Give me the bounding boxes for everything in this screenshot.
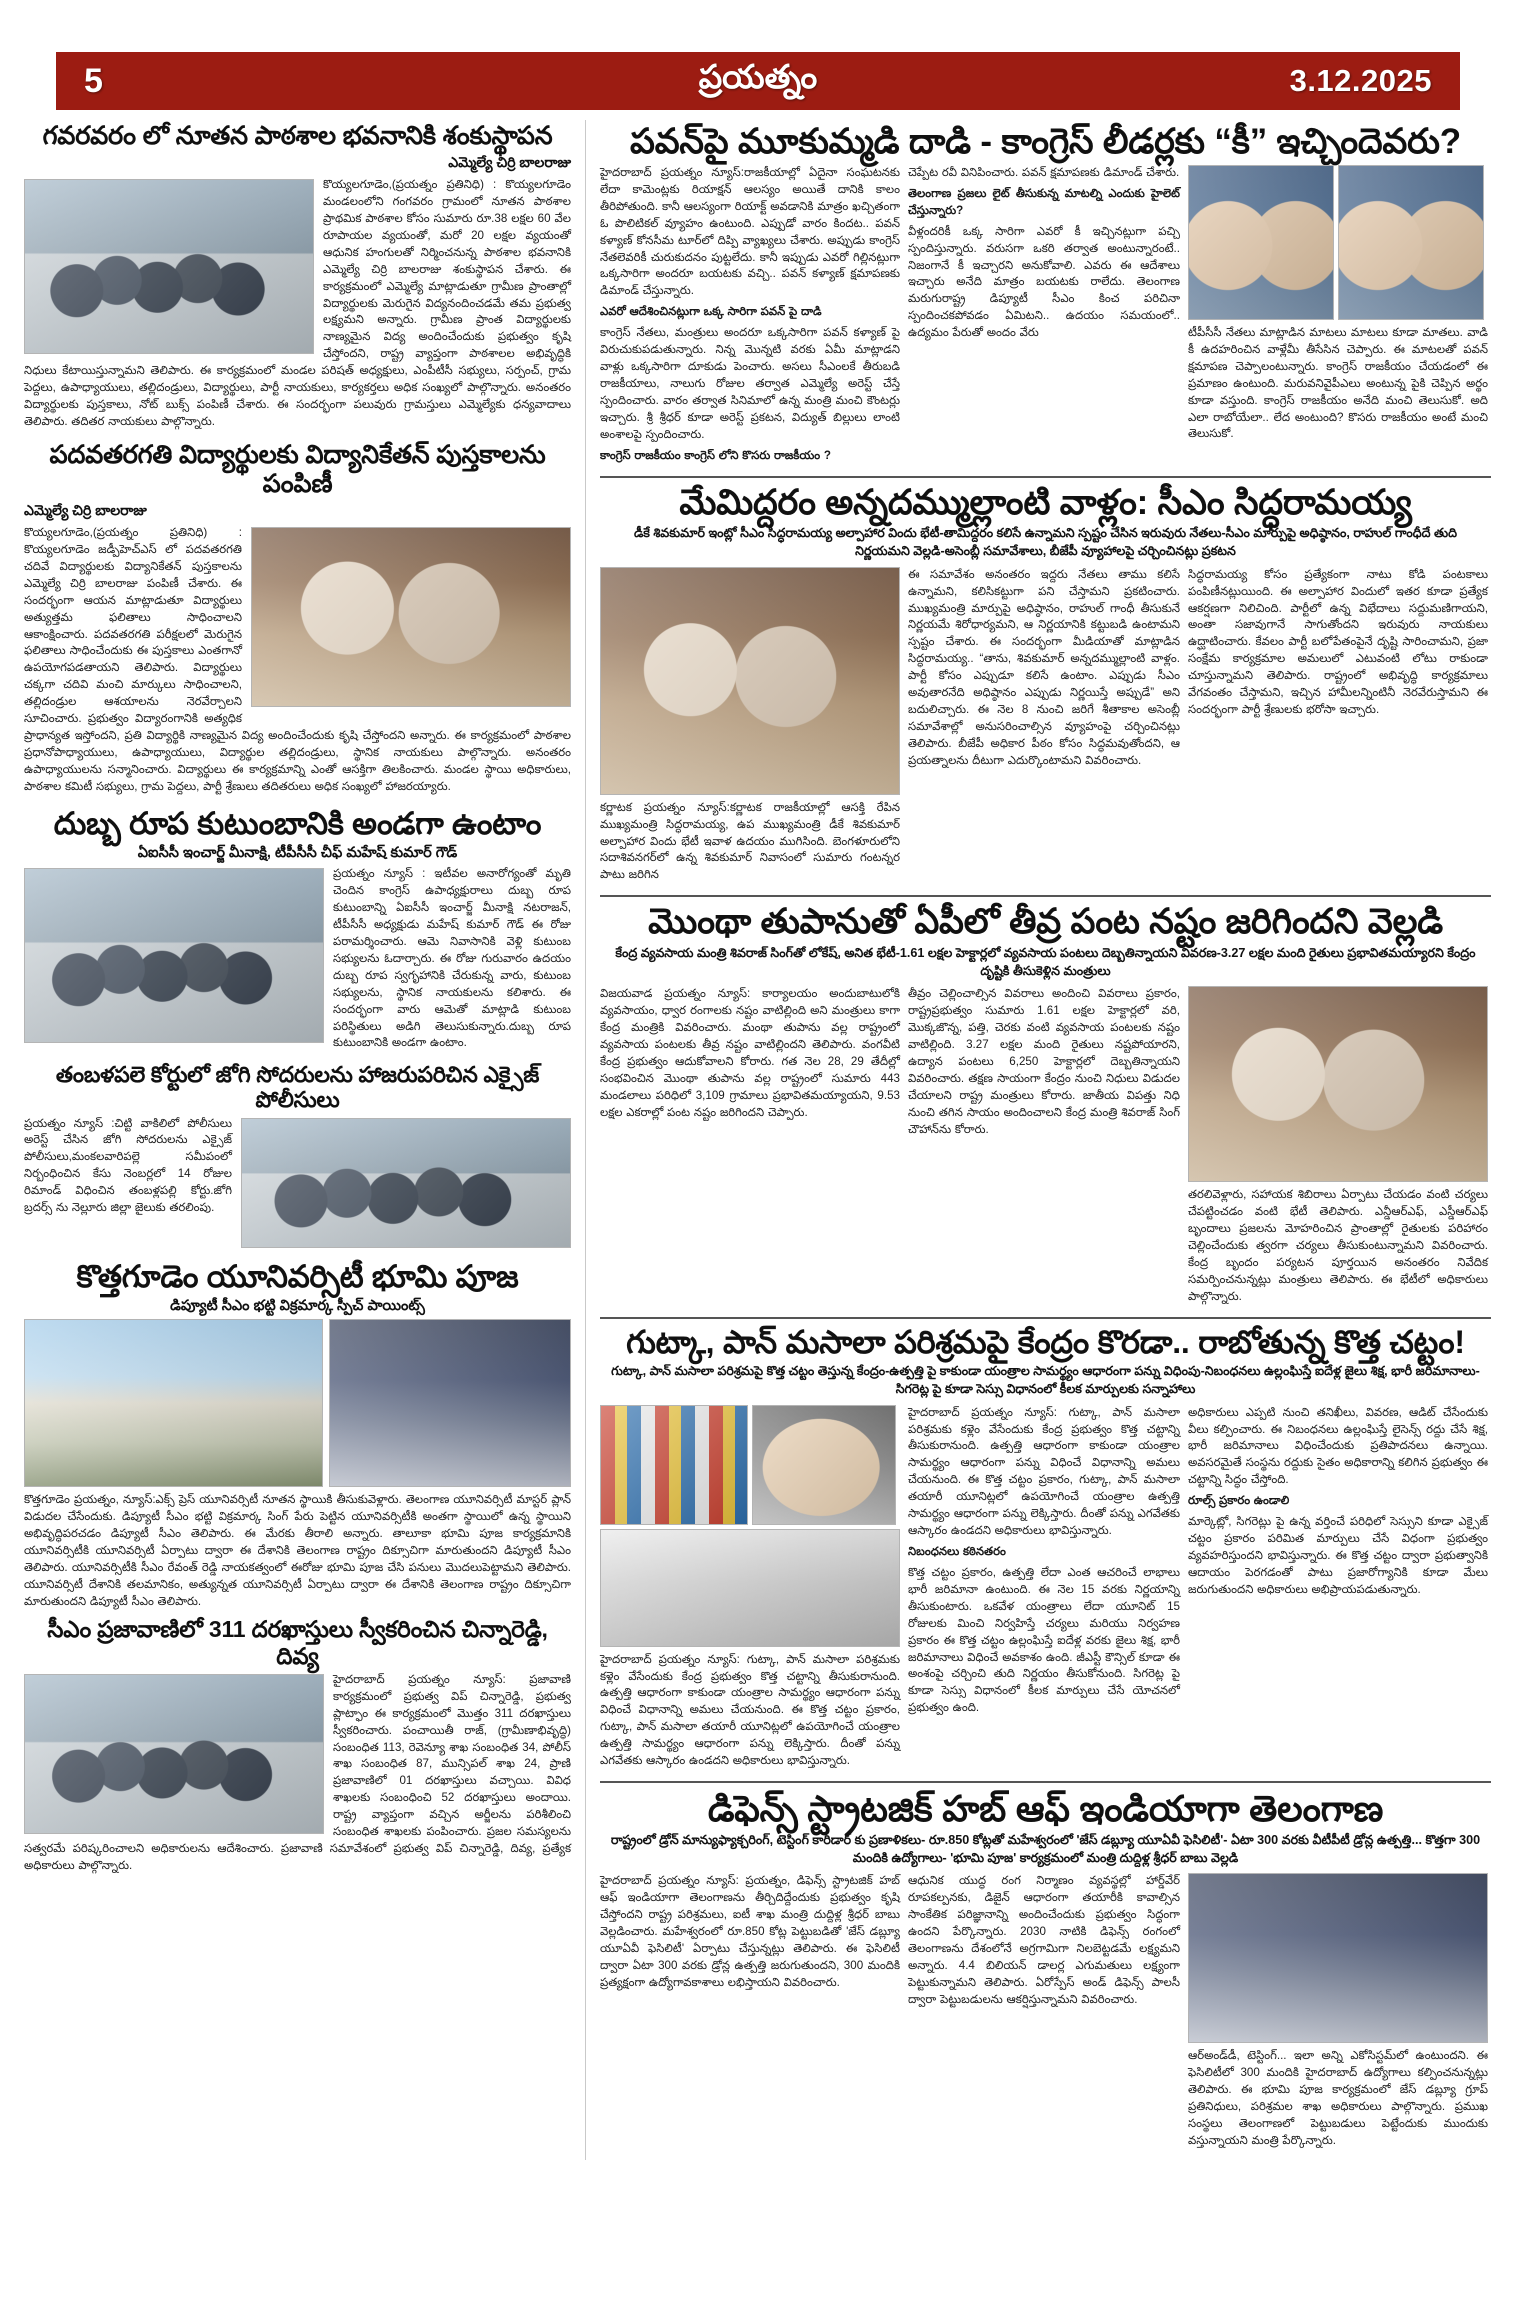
photo-book-distribution-ceremony xyxy=(251,527,571,707)
body-paragraph: హైదరాబాద్ ప్రయత్నం న్యూస్: ప్రజావాణి కార్యక్రమంలో ప్రభుత్వ విప్ చిన్నారెడ్డి, ప్రభుత్వ ప్లాట్ఫాం ఈ కార్యక్రమంలో మొత్తం 311 దరఖాస్తులు స్వీకరించారు. పంచాయితీ రాజ్, (గ్రామీణాభివృద్ధి) సంబంధిత 113, రెవెన్యూ శాఖ సంబంధిత 34, పోలీస్ శాఖ సంబంధిత 87, మున్సిపల్ శాఖ 24, ప్రాణి ప్రజావాణిలో 01 దరఖాస్తులు వచ్చాయి. వివిధ శాఖలకు సంబంధించి 52 దరఖాస్తులు అందాయి. రాష్ట్ర వ్యాప్తంగా వచ్చిన అర్జీలను పరిశీలించి సంబంధిత శాఖలకు పంపించారు. ప్రజల సమస్యలను సత్వరమే పరిష్కరించాలని అధికారులను ఆదేశించారు. ప్రజావాణి సమావేశంలో ప్రభుత్వ విప్ చిన్నారెడ్డి, దివ్య, ప్రత్యేక అధికారులు పాల్గొన్నారు. xyxy=(24,1672,571,1872)
article-pawan-attack xyxy=(600,122,1491,469)
body-paragraph: ఆర్‌అండ్‌డీ, టెస్టింగ్... ఇలా అన్ని ఎకోసిస్టమ్‌లో ఉంటుందని. ఈ ఫెసిలిటీలో 300 మందికి హైదరాబాద్ ఉద్యోగాలు కల్పించనున్నట్లు తెలిపారు. ఈ భూమి పూజ కార్యక్రమంలో జేస్ డబ్ల్యూ గ్రూప్ ప్రతినిధులు, పరిశ్రమల శాఖ అధికారులు పాల్గొన్నారు. ప్రముఖ సంస్థలు తెలంగాణలో పెట్టుబడులు పెట్టేందుకు ముందుకు వస్తున్నాయని మంత్రి పేర్కొన్నారు. xyxy=(1188,2049,1488,2147)
article-layout xyxy=(600,1405,1491,1774)
article-col-2 xyxy=(908,567,1180,889)
body-paragraph: కర్ణాటక ప్రయత్నం న్యూస్:కర్ణాటక రాజకీయాల్లో ఆసక్తి రేపిన ముఖ్యమంత్రి సిద్ధరామయ్య, ఉప ముఖ్యమంత్రి డీకే శివకుమార్ అల్పాహార విందు భేటీ ఇవాళ ఉదయం ముగిసింది. బెంగళూరులోని సదాశివనగర్‌లో ఉన్న శివకుమార్ నివాసంలో సుమారు గంటన్నర పాటు జరిగిన xyxy=(600,800,900,882)
section-divider xyxy=(600,476,1491,478)
body-paragraph: కొత్త చట్టం ప్రకారం, ఉత్పత్తి లేదా ఎంత ఆచరించే లాభాలు భారీ జరిమానా ఉంటుంది. ఈ నెల 15 వరకు నిర్ణయాన్ని తీసుకుంటారు. ఒకవేళ యంత్రాలు లేదా యూనిట్ 15 రోజులకు మించి నిర్వహిస్తే చర్యలు మరియు నిర్వహణ ప్రకారం ఈ కొత్త చట్టం ఉల్లంఘిస్తే ఐదేళ్ల వరకు జైలు శిక్ష, భారీ జరిమానాలు విధించే అవకాశం ఉంది. జీఎస్టీ కౌన్సిల్ కూడా ఈ అంశంపై చర్చించి తుది నిర్ణయం తీసుకోనుంది. సిగరెట్ల పై కూడా సెస్సు విధానంలో కీలక మార్పులు చేసే యోచనలో ప్రభుత్వం ఉంది. xyxy=(908,1565,1180,1715)
article-layout xyxy=(600,567,1491,889)
article-siddaramaiah-brothers xyxy=(600,483,1491,889)
headline: సీఎం ప్రజావాణిలో 311 దరఖాస్తులు స్వీకరించిన చిన్నారెడ్డి, దివ్య xyxy=(47,1616,548,1669)
body-paragraph: విజయవాడ ప్రయత్నం న్యూస్: కార్యాలయం అందుబాటులోకి వ్యవసాయం, ధ్వార రంగాలకు నష్టం వాటిల్లింది అని మంత్రులు కాగా కేంద్ర మంత్రికి వివరించారు. మంథా తుపాను వల్ల రాష్ట్రంలో వ్యవసాయ పంటలకు తీవ్ర నష్టం వాటిల్లిందని తెలిపారు. వంగవీటి కేంద్ర ప్రభుత్వం ఆదుకోవాలని కోరారు. గత నెల 28, 29 తేదీల్లో సంభవించిన మొంథా తుపాను వల్ల రాష్ట్రంలో సుమారు 443 మండలాలు పరిధిలో 3,109 గ్రామాలు ప్రభావితమయ్యాయని, 9.53 లక్షల ఎకరాల్లో పంట నష్టం జరిగిందని చెప్పారు. xyxy=(600,987,900,1119)
body-paragraph: ఆధునిక యుద్ధ రంగ నిర్మాణం వ్యవస్థల్లో హార్డ్‌వేర్ రూపకల్పనకు, డిజైన్ ఆధారంగా తయారీకి కావాల్సిన సాంకేతిక పరిజ్ఞానాన్ని అందించేందుకు ప్రభుత్వం సిద్ధంగా ఉందని పేర్కొన్నారు. 2030 నాటికి డిఫెన్స్ రంగంలో తెలంగాణను దేశంలోనే అగ్రగామిగా నిలబెట్టడమే లక్ష్యమని అన్నారు. 4.4 బిలియన్ డాలర్ల ఎగుమతులు లక్ష్యంగా పెట్టుకున్నామని తెలిపారు. ఏరోస్పేస్ అండ్ డిఫెన్స్ పాలసీ ద్వారా పెట్టుబడులను ఆకర్షిస్తున్నామని వివరించారు. xyxy=(908,1874,1180,2006)
article-col-3 xyxy=(1188,1873,1488,2154)
headline: మేమిద్దరం అన్నదమ్ముల్లాంటి వాళ్లం: సీఎం సిద్ధరామయ్య xyxy=(679,482,1412,522)
body-paragraph: కొయ్యలగూడెం,(ప్రయత్నం ప్రతినిధి) : కొయ్యలగూడెం మండలంలోని గంగవరం గ్రామంలో నూతన పాఠశాల ప్రాథమిక పాఠశాల కోసం సుమారు రూ.38 లక్షల 60 వేల రూపాయల వ్యయంతో, మరో 20 లక్షల వ్యయంతో ఆధునిక హంగులతో నిర్మించనున్న పాఠశాల భవనానికి ఎమ్మెల్యే చిర్రి బాలరాజు శంకుస్థాపన చేశారు. ఈ కార్యక్రమంలో ఎమ్మెల్యే మాట్లాడుతూ గ్రామీణ ప్రాంతాల్లో విద్యార్థులకు మెరుగైన విద్యనందించడమే తమ ప్రభుత్వ లక్ష్యమని అన్నారు. గ్రామీణ ప్రాంత విద్యార్థులకు నాణ్యమైన విద్య అందించేందుకు ప్రభుత్వం కృషి చేస్తోందని, రాష్ట్ర వ్యాప్తంగా పాఠశాలల అభివృద్ధికి నిధులు కేటాయిస్తున్నామని తెలిపారు. ఈ కార్యక్రమంలో మండల పరిషత్ అధ్యక్షులు, ఎంపీటీసీ సభ్యులు, సర్పంచ్, గ్రామ పెద్దలు, ఉపాధ్యాయులు, తల్లిదండ్రులు, విద్యార్థులు, పార్టీ నాయకులు, కార్యకర్తలు అధిక సంఖ్యలో పాల్గొన్నారు. అనంతరం విద్యార్థులకు పుస్తకాలు, నోట్ బుక్స్ పంపిణీ చేశారు. ఈ సందర్భంగా పలువురు గ్రామస్తులు ఎమ్మెల్యేకు ధన్యవాదాలు తెలిపారు. తదితర నాయకులు పాల్గొన్నారు. xyxy=(24,178,571,428)
article-col-2 xyxy=(908,986,1180,1309)
headline: తంబళపలె కోర్టులో జోగి సోదరులను హాజరుపరిచిన ఎక్సైజ్ పోలీసులు xyxy=(55,1062,540,1113)
article-kothagudem-university xyxy=(24,1259,571,1611)
body-paragraph: ప్రయత్నం న్యూస్ : ఇటీవల అనారోగ్యంతో మృతి చెందిన కాంగ్రెస్ ఉపాధ్యక్షురాలు దుబ్బ రూప కుటుంబాన్ని ఏఐసీసీ ఇంచార్జ్ మీనాక్షి నటరాజన్, టీపీసీసీ అధ్యక్షుడు మహేష్ కుమార్ గౌడ్ ఈ రోజు పరామర్శించారు. ఆమె నివాసానికి వెళ్లి కుటుంబ సభ్యులను ఓదార్చారు. ఈ రోజు గురువారం ఉదయం దుబ్బ రూప స్వగృహానికి చేరుకున్న వారు, కుటుంబ సభ్యులను, స్థానిక నాయకులను కలిశారు. ఈ సందర్భంగా వారు ఆమెతో మాట్లాడి కుటుంబ పరిస్థితులు అడిగి తెలుసుకున్నారు.దుబ్బ రూప కుటుంబానికి అండగా ఉంటాం. xyxy=(333,867,571,1050)
article-montha-cyclone xyxy=(600,902,1491,1310)
article-photo xyxy=(24,179,314,354)
headline: మొంథా తుపానుతో ఏపీలో తీవ్ర పంట నష్టం జరిగిందని వెల్లడి xyxy=(648,902,1443,942)
article-photo xyxy=(24,868,324,1043)
body-paragraph: అధికారులు ఎప్పటి నుంచి తనిఖీలు, వివరణ, ఆడిట్ చేసేందుకు వీలు కల్పించారు. ఈ నిబంధనలు ఉల్లంఘిస్తే లైసెన్స్ రద్దు చేసే శిక్ష, భారీ జరిమానాలు విధించేందుకు ప్రతిపాదనలు ఉన్నాయి. అవసరమైతే సంస్థను రద్దుకు సైతం అధికారాన్ని కలిగిన ప్రభుత్వం ఈ చట్టాన్ని సిద్ధం చేస్తోంది. xyxy=(1188,1405,1488,1487)
section-divider xyxy=(600,895,1491,897)
body-paragraph: తీవ్రం చెల్లించాల్సిన వివరాలు అందించి వివరాలు ప్రకారం, రాష్ట్రప్రభుత్వం సుమారు 1.61 లక్షల హెక్టార్లలో వరి, మొక్కజొన్న, పత్తి, చెరకు వంటి వ్యవసాయ పంటలకు నష్టం వాటిల్లింది. 3.27 లక్షల మంది రైతులు నష్టపోయారని, ఉద్యాన పంటలు 6,250 హెక్టార్లలో దెబ్బతిన్నాయని వివరించారు. తక్షణ సాయంగా కేంద్రం నుంచి నిధులు విడుదల చేయాలని రాష్ట్ర మంత్రులు కోరారు. జాతీయ విపత్తు నిధి నుంచి తగిన సాయం అందించాలని కేంద్ర మంత్రి శివరాజ్ సింగ్ చౌహాన్‌ను కోరారు. xyxy=(908,987,1180,1136)
byline: డిప్యూటీ సీఎం భట్టి విక్రమార్క స్పీచ్ పాయింట్స్ xyxy=(170,1297,425,1314)
article-col-1 xyxy=(600,986,900,1309)
publication-title: ప్రయత్నం xyxy=(698,58,818,95)
article-defence-hub-telangana xyxy=(600,1788,1491,2154)
photo-congress-leader-portrait xyxy=(1338,165,1484,320)
body-paragraph: సిద్ధరామయ్య కోసం ప్రత్యేకంగా నాటు కోడి పంటకాలు పంపిణీనట్లుయింది. ఈ అల్పాహార విందులో ఇతర కూడా ప్రత్యేక ఆకర్షణగా నిలిచింది. పార్టీలో ఉన్న విభేదాలు సద్దుమణిగాయని, అంతా సజావుగానే సాగుతోందని ఇరువురు నాయకులు ఉద్ఘాటించారు. కేవలం పార్టీ బలోపేతంపైనే దృష్టి సారించామని, ప్రజా సంక్షేమ కార్యక్రమాల అమలులో ఎటువంటి లోటు రాకుండా చూస్తున్నామని తెలిపారు. రాష్ట్రంలో అభివృద్ధి కార్యక్రమాలు వేగవంతం చేస్తామని, ఇచ్చిన హామీలన్నింటినీ నెరవేరుస్తామని ఈ సందర్భంగా పార్టీ శ్రేణులకు భరోసా ఇచ్చారు. xyxy=(1188,567,1488,717)
page-number: 5 xyxy=(84,61,103,100)
photo-gutkha-in-hand xyxy=(752,1405,896,1525)
article-layout xyxy=(600,165,1491,469)
photo-siddaramaiah-and-shivakumar xyxy=(600,567,900,795)
body-paragraph: కాంగ్రెస్ నేతలు, మంత్రులు అందరూ ఒక్కసారిగా పవన్ కళ్యాణ్ పై విరుచుకుపడుతున్నారు. నిన్న మొన్నటి వరకు ఏమీ మాట్లాడని వాళ్లు ఒక్కసారిగా దూకుడు పెంచారు. అసలు సీఎంలకే తీరుబడి రాజకీయాలు, నాలుగు రోజుల తర్వాత ఎమ్మెల్యే అరెస్ట్ చేస్తే స్పందించారు. వారం తర్వాత సినిమాలో ఉన్న మంత్రి మంచి కౌంటర్లు ఇచ్చారు. శ్రీ శ్రీధర్ కూడా అరెస్ట్ ప్రకటన, విద్యుత్ బిల్లులు లాంటి అంశాలపై స్పందించారు. xyxy=(600,326,900,441)
section-divider xyxy=(600,1317,1491,1319)
article-layout xyxy=(600,1873,1491,2154)
sub-headline: నిబంధనలు కఠినతరం xyxy=(908,1545,1006,1558)
article-photo xyxy=(241,1118,571,1248)
article-photo-row xyxy=(24,1319,571,1487)
body-paragraph: హైదరాబాద్ ప్రయత్నం న్యూస్:రాజకీయాల్లో ఏదైనా సంఘటనకు లేదా కామెంట్లకు రియాక్షన్ ఆలస్యం అయితే దానికి కాలం తీరిపోతుంది. కానీ ఆలస్యంగా రియాక్ట్ అవడానికి మాత్రం ఖచ్చితంగా ఓ పొలిటికల్ వ్యూహం ఉంటుంది. ఎప్పుడో వారం కిందట.. పవన్ కళ్యాణ్ కోనసీమ టూర్‌లో దిప్పి వ్యాఖ్యలు చేశారు. అప్పుడు కాంగ్రెస్ నేతలెవరికీ చురుకుదనం పుట్టలేదు. కానీ ఇప్పుడు ఎవరో గిల్లినట్లుగా ఒక్కసారిగా అందరూ బయటకు వచ్చి.. పవన్ కళ్యాణ్ క్షమాపణకు డిమాండ్ చేస్తున్నారు. xyxy=(600,165,900,298)
article-photo xyxy=(251,527,571,707)
article-col-2 xyxy=(908,1873,1180,2154)
byline: ఎమ్మెల్యే చిర్రి బాలరాజు xyxy=(448,154,571,171)
article-col-2 xyxy=(908,1405,1180,1774)
sub-headline: ఎవరో ఆదేశించినట్లుగా ఒక్క సారిగా పవన్ పై దాడి xyxy=(600,305,822,319)
article-photo xyxy=(24,1674,324,1834)
article-col-3 xyxy=(1188,165,1488,469)
article-col-3 xyxy=(1188,567,1488,889)
article-gavaravaram-school xyxy=(24,122,571,435)
article-col-2 xyxy=(908,165,1180,469)
article-col-3 xyxy=(1188,986,1488,1309)
article-col-1 xyxy=(600,567,900,889)
article-col-3 xyxy=(1188,1405,1488,1774)
headline: గుట్కా, పాన్ మసాలా పరిశ్రమపై కేంద్రం కొరడా.. రాబోతున్న కొత్త చట్టం! xyxy=(626,1323,1465,1360)
photo-group-of-men-outdoors xyxy=(24,179,314,354)
photo-officials-receiving-petitions xyxy=(24,1674,324,1834)
headline: పవన్‌పై మూకుమ్మడి దాడి - కాంగ్రెస్ లీడర్లకు “కీ” ఇచ్చిందెవరు? xyxy=(630,122,1461,161)
section-divider xyxy=(600,1781,1491,1783)
sub-headline: తెలంగాణ ప్రజలు లైట్ తీసుకున్న మాటల్ని ఎందుకు హైలెట్ చేస్తున్నారు? xyxy=(908,186,1180,217)
headline: పదవతరగతి విద్యార్థులకు విద్యానికేతన్ పుస్తకాలను పంపిణీ xyxy=(49,440,546,498)
body-paragraph: హైదరాబాద్ ప్రయత్నం న్యూస్: గుట్కా, పాన్ మసాలా పరిశ్రమకు కళ్లెం వేసేందుకు కేంద్ర ప్రభుత్వం కొత్త చట్టాన్ని తీసుకురానుంది. ఉత్పత్తి ఆధారంగా కాకుండా యంత్రాల సామర్థ్యం ఆధారంగా పన్ను విధించే విధానాన్ని అమలు చేయనుంది. ఈ కొత్త చట్టం ప్రకారం, గుట్కా, పాన్ మసాలా తయారీ యూనిట్లలో ఉపయోగించే యంత్రాల ఉత్పత్తి సామర్థ్యం ఆధారంగా పన్ను లెక్కిస్తారు. దీంతో పన్ను ఎగవేతకు ఆస్కారం ఉండదని అధికారులు భావిస్తున్నారు. xyxy=(908,1405,1180,1538)
photo-pawan-kalyan-speaking xyxy=(1188,165,1334,320)
article-deck: గుట్కా, పాన్ మసాలా పరిశ్రమపై కొత్త చట్టం తెస్తున్న కేంద్రం-ఉత్పత్తి పై కాకుండా యంత్రాల సామర్థ్యం ఆధారంగా పన్ను విధింపు-నిబంధనలు ఉల్లంఘిస్తే ఐదేళ్ల జైలు శిక్ష, భారీ జరిమానాలు-సిగరెట్ల పై కూడా సెస్సు విధానంలో కీలక మార్పులకు సన్నాహాలు xyxy=(611,1364,1480,1396)
page-content xyxy=(24,120,1491,2160)
photo-ministers-meeting-officials xyxy=(1188,986,1488,1182)
article-layout xyxy=(600,986,1491,1309)
body-paragraph: తరలివెళ్లారు, సహాయక శిబిరాలు ఏర్పాటు చేయడం వంటి చర్యలు చేపట్టించడం వంటి భేటీ తెలిపారు. ఎన్డీఆర్ఎఫ్, ఎస్డీఆర్ఎఫ్ బృందాలు ప్రజలను మోహరించిన ప్రాంతాల్లో రైతులకు పరిహారం చెల్లించేందుకు త్వరగా చర్యలు తీసుకుంటున్నామని వివరించారు. కేంద్ర బృందం పర్యటన పూర్తయిన అనంతరం నివేదిక సమర్పించనున్నట్లు మంత్రులు తెలిపారు. ఈ భేటీలో అధికారులు పాల్గొన్నారు. xyxy=(1188,1188,1488,1303)
article-col-1 xyxy=(600,1405,900,1774)
sub-headline: రూల్స్ ప్రకారం ఉండాలి xyxy=(1188,1494,1290,1508)
photo-defence-event-stage xyxy=(1188,1873,1488,2043)
body-paragraph: కొయ్యలగూడెం,(ప్రయత్నం ప్రతినిధి) : కొయ్యలగూడెం జడ్పీహెచ్ఎస్ లో పదవతరగతి చదివే విద్యార్థులకు విద్యానికేతన్ పుస్తకాలను ఎమ్మెల్యే చిర్రి బాలరాజు పంపిణీ చేశారు. ఈ సందర్భంగా ఆయన మాట్లాడుతూ విద్యార్థులు అత్యుత్తమ ఫలితాలు సాధించాలని ఆకాంక్షించారు. పదవతరగతి పరీక్షలలో మెరుగైన ఫలితాలు సాధించేందుకు ఈ పుస్తకాలు ఎంతగానో ఉపయోగపడతాయని తెలిపారు. విద్యార్థులు చక్కగా చదివి మంచి మార్కులు సాధించాలని, తల్లిదండ్రుల ఆశయాలను నెరవేర్చాలని సూచించారు. ప్రభుత్వం విద్యారంగానికి అత్యధిక ప్రాధాన్యత ఇస్తోందని, ప్రతి విద్యార్థికి నాణ్యమైన విద్య అందించేందుకు కృషి చేస్తోందని అన్నారు. ఈ కార్యక్రమంలో పాఠశాల ప్రధానోపాధ్యాయులు, ఉపాధ్యాయులు, విద్యార్థుల తల్లిదండ్రులు, స్థానిక నాయకులు పాల్గొన్నారు. అనంతరం ఉపాధ్యాయులను సన్మానించారు. విద్యార్థులు ఈ కార్యక్రమాన్ని ఎంతో ఆసక్తిగా తిలకించారు. మండల స్థాయి అధికారులు, పాఠశాల కమిటీ సభ్యులు, గ్రామ పెద్దలు, పార్టీ శ్రేణులు తదితరులు అధిక సంఖ్యలో హాజరయ్యారు. xyxy=(24,526,571,793)
body-paragraph: హైదరాబాద్ ప్రయత్నం న్యూస్: ప్రయత్నం, డిఫెన్స్ స్ట్రాటజిక్ హబ్ ఆఫ్ ఇండియాగా తెలంగాణను తీర్చిదిద్దేందుకు ప్రభుత్వం కృషి చేస్తోందని రాష్ట్ర పరిశ్రమలు, ఐటీ శాఖ మంత్రి దుద్దిళ్ల శ్రీధర్ బాబు వెల్లడించారు. మహేశ్వరంలో రూ.850 కోట్ల పెట్టుబడితో 'జేస్ డబ్ల్యూ యూఏవీ ఫెసిలిటీ' ఏర్పాటు చేస్తున్నట్లు తెలిపారు. ఈ ఫెసిలిటీ ద్వారా ఏటా 300 వరకు డ్రోన్ల ఉత్పత్తి జరుగుతుందని, 300 మందికి ప్రత్యక్షంగా ఉద్యోగావకాశాలు లభిస్తాయని వివరించారు. xyxy=(600,1874,900,1989)
body-paragraph: వీళ్లందరికీ ఒక్క సారిగా ఎవరో కీ ఇచ్చినట్లుగా పచ్చి స్పందిస్తున్నారు. వరుసగా ఒకరి తర్వాత అంటున్నారంటే.. నిజంగానే కీ ఇచ్చారని అనుకోవాలి. ఎవరు ఈ ఆదేశాలు ఇచ్చారు అనేది మాత్రం బయటకు రాలేదు. తెలంగాణ మరుగురాష్ట్ర డిప్యూటీ సీఎం కించ పరిచినా స్పందించకపోవడం ఏమిటని.. ఉదయం సమయంలో.. ఉద్యమం పేరుతో అందం వేరు xyxy=(908,224,1180,340)
article-gutkha-pan-masala xyxy=(600,1324,1491,1774)
article-col-1 xyxy=(600,1873,900,2154)
byline: ఎమ్మెల్యే చిర్రి బాలరాజు xyxy=(24,502,147,519)
headline: గవరవరం లో నూతన పాఠశాల భవనానికి శంకుస్థాపన xyxy=(42,122,553,150)
article-vidyaniketan-books xyxy=(24,441,571,800)
article-photo-row xyxy=(600,1405,900,1525)
article-cm-prajavani xyxy=(24,1616,571,1879)
headline: కొత్తగూడెం యూనివర్సిటీ భూమి పూజ xyxy=(76,1258,519,1294)
article-deck: కేంద్ర వ్యవసాయ మంత్రి శివరాజ్ సింగ్‌తో లోకేష్, అనిత భేటీ-1.61 లక్షల హెక్టార్లలో వ్యవసాయ పంటలు దెబ్బతిన్నాయని వివరణ-3.27 లక్షల మంది రైతులు ప్రభావితమయ్యారని కేంద్రం దృష్టికి తీసుకెళ్లిన మంత్రులు xyxy=(615,946,1476,978)
article-tambalapalle-court xyxy=(24,1062,571,1252)
article-deck: డీకే శివకుమార్ ఇంట్లో సీఎం సిద్ధరామయ్య అల్పాహార విందు భేటీ-తామిద్దరం కలిసే ఉన్నామని స్పష్టం చేసిన ఇరువురు నేతలు-సీఎం మార్పుపై అధిష్ఠానం, రాహుల్ గాంధీదే తుది నిర్ణయమని వెల్లడి-అసెంబ్లీ సమావేశాలు, బీజేపీ వ్యూహాలపై చర్చించినట్లు ప్రకటన xyxy=(633,526,1458,559)
masthead xyxy=(56,52,1460,110)
byline: ఏఐసీసీ ఇంచార్జ్ మీనాక్షి, టీపీసీసీ చీఫ్ మహేష్ కుమార్ గౌడ్ xyxy=(137,845,458,862)
body-paragraph: కొత్తగూడెం ప్రయత్నం, న్యూస్:ఎక్స్ ప్రెస్ యూనివర్సిటీ నూతన స్థాయికి తీసుకువెళ్లారు. తెలంగాణ యూనివర్సిటీ మాస్టర్ ప్లాన్ విడుదల చేసేందుకు. డిప్యూటీ సీఎం భట్టి విక్రమార్క సింగ్ పేరు పెట్టిన యూనివర్సిటీకి అంతగా స్థాయిలో ఉన్న స్థాయిని అభివృద్ధిపరచడం డిప్యూటీ సీఎం తెలిపారు. ఈ మేరకు తీరాలి అన్నారు. తాలూకా భూమి పూజ కార్యక్రమానికి యూనివర్సిటీకి యూనివర్సిటీ ఏర్పాటు ద్వారా ఈ దేశానికి తెలంగాణ రాష్ట్రం దిక్సూచిగా మారుతుందని డిప్యూటీ సీఎం తెలిపారు. యూనివర్సిటీకి సీఎం రేవంత్ రెడ్డి నాయకత్వంలో ఈరోజు భూమి పూజ చేసి పనులు మొదలుపెట్టామని తెలిపారు. యూనివర్సిటీ దేశానికి తలమానికం, అత్యున్నత యూనివర్సిటీ ఏర్పాటు ద్వారా ఈ దేశానికి తెలంగాణ రాష్ట్రం దిక్సూచిగా మారుతుందని డిప్యూటీ సీఎం తెలిపారు. xyxy=(24,1492,571,1608)
sub-headline: కాంగ్రెస్ రాజకీయం కాంగ్రెస్ లోని కొసరు రాజకీయం ? xyxy=(600,448,831,462)
body-paragraph: ఈ సమావేశం అనంతరం ఇద్దరు నేతలు తాము కలిసే ఉన్నామని, కలిసికట్టుగా పని చేస్తామని ప్రకటించారు. ముఖ్యమంత్రి మార్పుపై అధిష్ఠానం, రాహుల్ గాంధీ తీసుకునే నిర్ణయమే శిరోధార్యమని, ఆ నిర్ణయానికి కట్టుబడి ఉంటామని స్పష్టం చేశారు. ఈ సందర్భంగా మీడియాతో మాట్లాడిన సిద్ధరామయ్య.. “తాను, శివకుమార్ అన్నదమ్ముల్లాంటి వాళ్లం. పార్టీ కోసం ఎప్పుడూ కలిసే ఉంటాం. ఎప్పుడు సీఎం అవుతారనేది అధిష్ఠానం ఎప్పుడు నిర్ణయిస్తే అప్పుడే” అని బదులిచ్చారు. ఈ నెల 8 నుంచి జరిగే శీతాకాల అసెంబ్లీ సమావేశాల్లో అనుసరించాల్సిన వ్యూహంపై చర్చించినట్లు తెలిపారు. బీజేపీ అధికార పీఠం కోసం సిద్ధమవుతోందని, ఆ ప్రయత్నాలను దీటుగా ఎదుర్కొంటామని వివరించారు. xyxy=(908,567,1180,767)
left-column xyxy=(24,120,586,2160)
headline: దుబ్బ రూప కుటుంబానికి అండగా ఉంటాం xyxy=(53,805,542,841)
body-paragraph: ప్రయత్నం న్యూస్ :చిట్టి వాకిలిలో పోలీసులు అరెస్ట్ చేసిన జోగి సోదరులను ఎక్సైజ్ పోలీసులు,మంకలవారిపల్లె సమీపంలో నిర్బంధించిన కేసు నెంబర్లలో 14 రోజుల రిమాండ్ విధించిన తంబళ్లపల్లి కోర్టు.జోగి బ్రదర్స్ ను నెల్లూరు జిల్లా జైలుకు తరలింపు. xyxy=(24,1116,232,1215)
headline: డిఫెన్స్ స్ట్రాటజిక్ హబ్ ఆఫ్ ఇండియాగా తెలంగాణ xyxy=(707,1788,1384,1830)
article-photo-row xyxy=(1188,165,1488,320)
photo-cigarette xyxy=(600,1529,900,1647)
photo-pan-masala-sachets xyxy=(600,1405,748,1525)
photo-congress-leaders-with-family xyxy=(24,868,324,1043)
article-deck: రాష్ట్రంలో డ్రోన్ మాన్యుఫ్యాక్చరింగ్, టెస్టింగ్ కారిడార్ కు ప్రణాళికలు- రూ.850 కోట్లతో మహేశ్వరంలో 'జేస్ డబ్ల్యూ యూఏవీ ఫెసిలిటీ'- ఏటా 300 వరకు వీటీపీటీ డ్రోన్ల ఉత్పత్తి... కొత్తగా 300 మందికి ఉద్యోగాలు- 'భూమి పూజ' కార్యక్రమంలో మంత్రి దుద్దిళ్ల శ్రీధర్ బాబు వెల్లడి xyxy=(610,1833,1481,1865)
article-body xyxy=(24,1492,571,1610)
photo-police-escorting-accused xyxy=(241,1118,571,1248)
right-column xyxy=(586,120,1491,2160)
photo-deputy-cm-speaking xyxy=(329,1319,571,1487)
body-paragraph: హైదరాబాద్ ప్రయత్నం న్యూస్: గుట్కా, పాన్ మసాలా పరిశ్రమకు కళ్లెం వేసేందుకు కేంద్ర ప్రభుత్వం కొత్త చట్టాన్ని తీసుకురానుంది. ఉత్పత్తి ఆధారంగా కాకుండా యంత్రాల సామర్థ్యం ఆధారంగా పన్ను విధించే విధానాన్ని అమలు చేయనుంది. ఈ కొత్త చట్టం ప్రకారం, గుట్కా, పాన్ మసాలా తయారీ యూనిట్లలో ఉపయోగించే యంత్రాల ఉత్పత్తి సామర్థ్యం ఆధారంగా పన్ను లెక్కిస్తారు. దీంతో పన్ను ఎగవేతకు ఆస్కారం ఉండదని అధికారులు భావిస్తున్నారు. xyxy=(600,1652,900,1768)
article-col-1 xyxy=(600,165,900,469)
photo-university-building xyxy=(24,1319,323,1487)
publication-date: 3.12.2025 xyxy=(1289,63,1432,98)
body-paragraph: చెప్పేట రవీ వినిపించారు. పవన్ క్షమాపణకు డిమాండ్ చేశారు. xyxy=(908,165,1180,179)
body-paragraph: టీపీసీసీ నేతలు మాట్లాడిన మాటలు మాటలు కూడా మాతలు. వాడి కీ ఉదహరించిన వాళ్లేమీ తీసేసిన చెప్పారు. ఈ మాటలతో పవన్ క్షమాపణ చెప్పాలంటున్నారు. కాంగ్రెస్ రాజకీయం చేయడంలో ఈ ప్రమాణం ఉంటుంది. మరువనివైపీఎలు అంటున్న పైకి చెప్పిన అర్థం కూడా వస్తుంది. కాంగ్రెస్ రాజకీయం అనేది మంచి తెలుసుకో. అది ఎలా రాబోయేలా.. లేద అంటుంది? కొసరు రాజకీయం అంటే మంచి తెలుసుకో. xyxy=(1188,325,1488,441)
body-paragraph: మార్కెట్లో, సిగరెట్లు పై ఉన్న వర్తించే పరిధిలో సెస్సుని కూడా ఎక్సైజ్ చట్టం ప్రకారం పరిమిత మార్పులు చేసే విధంగా ప్రభుత్వం వ్యవహరిస్తుందని భావిస్తున్నారు. ఈ కొత్త చట్టం ద్వారా ప్రభుత్వానికి ఆదాయం పెరగడంతో పాటు ప్రజారోగ్యానికి కూడా మేలు జరుగుతుందని అధికారులు అభిప్రాయపడుతున్నారు. xyxy=(1188,1515,1488,1596)
article-dubba-roopa-family xyxy=(24,806,571,1057)
